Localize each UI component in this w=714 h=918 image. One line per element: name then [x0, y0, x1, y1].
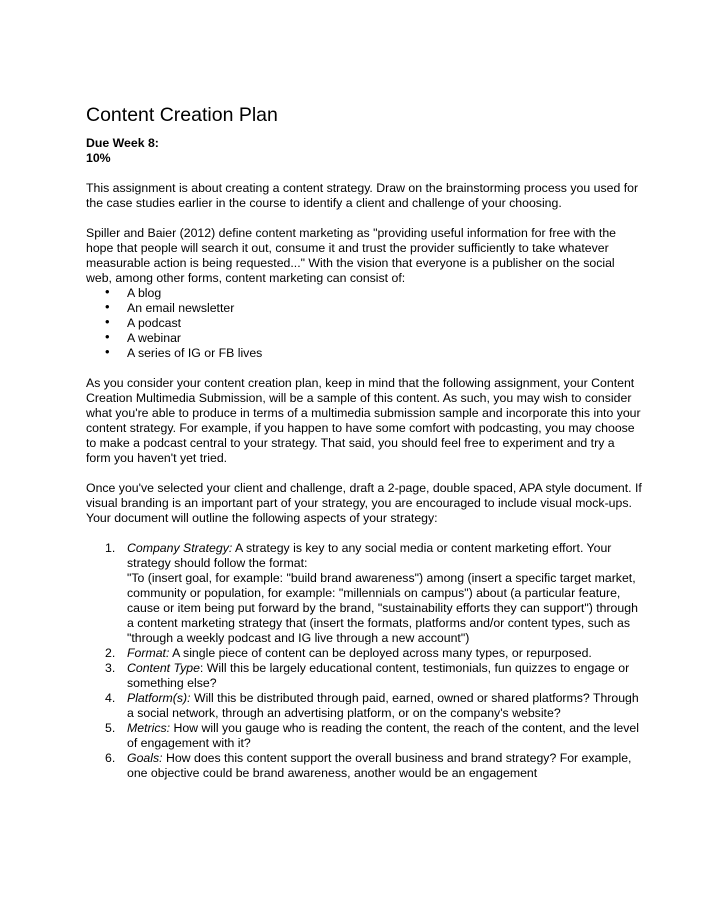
- intro-paragraph: This assignment is about creating a content strategy. Draw on the brainstorming process you used for the case studies earlier in the course to identify a client and challenge of your choosing.: [86, 181, 639, 210]
- list-item-number: 3.: [105, 661, 116, 675]
- list-item: [105, 541, 642, 646]
- spacer: [86, 526, 642, 541]
- list-item-number: 5.: [105, 721, 116, 735]
- list-item-text: A webinar: [127, 331, 182, 345]
- aspect-term: Goals:: [127, 751, 163, 765]
- bullet-icon: •: [105, 329, 110, 344]
- aspect-term: Content Type: [127, 661, 200, 675]
- list-item-number: 2.: [105, 646, 116, 660]
- aspect-text: How does this content support the overall business and brand strategy? For example, one objective could be brand awareness, another would be an engagement: [127, 751, 632, 780]
- strategy-format-template: "To (insert goal, for example: "build brand awareness") among (insert a specific target market, community or population, for example: "millennials on campus") about (a particular feature, cause or item being put forward by the brand, "sustainability efforts they can support") through a content marketing strategy that (insert the formats, platforms and/or content types, such as "through a weekly podcast and IG live through a new account"): [127, 571, 638, 645]
- grade-weight-label: 10%: [86, 151, 111, 165]
- list-item: [105, 691, 642, 721]
- list-item: [105, 284, 642, 301]
- bullet-icon: •: [105, 314, 110, 329]
- aspect-text: A strategy is key to any social media or content marketing effort. Your strategy should follow the format:: [127, 541, 612, 570]
- list-item-number: 1.: [105, 541, 116, 555]
- aspect-text: How will you gauge who is reading the content, the reach of the content, and the level of engagement with it?: [127, 721, 639, 750]
- aspect-term: Platform(s):: [127, 691, 191, 705]
- document-title: Content Creation Plan: [86, 104, 278, 126]
- aspect-text: : Will this be largely educational content, testimonials, fun quizzes to engage or something else?: [127, 661, 630, 690]
- definition-paragraph: Spiller and Baier (2012) define content marketing as "providing useful information for free with the hope that people will search it out, consume it and trust the provider sufficiently to take whatever measurable action is being requested..." With the vision that everyone is a publisher on the social web, among other forms, content marketing can consist of:: [86, 226, 617, 285]
- aspect-term: Company Strategy:: [127, 541, 233, 555]
- spacer: [86, 166, 642, 181]
- bullet-icon: •: [105, 344, 110, 359]
- bullet-icon: •: [105, 284, 110, 299]
- aspect-term: Metrics:: [127, 721, 171, 735]
- consider-paragraph: As you consider your content creation plan, keep in mind that the following assignment, your Content Creation Multimedia Submission, will be a sample of this content. As such, you may wish to consider what you're able to produce in terms of a multimedia submission sample and incorporate this into your content strategy. For example, if you happen to have some comfort with podcasting, you may choose to make a podcast central to your strategy. That said, you should feel free to experiment and try a form you haven't yet tried.: [86, 376, 641, 465]
- list-item: [105, 344, 642, 361]
- aspect-text: A single piece of content can be deployed across many types, or repurposed.: [169, 646, 592, 660]
- list-item: [105, 721, 642, 751]
- aspect-text: Will this be distributed through paid, earned, owned or shared platforms? Through a social network, through an advertising platform, or on the company's website?: [127, 691, 639, 720]
- list-item: [105, 314, 642, 331]
- list-item: [105, 661, 642, 691]
- list-item: [105, 299, 642, 316]
- list-item: [105, 329, 642, 346]
- due-week-label: Due Week 8:: [86, 136, 159, 150]
- list-item: [105, 646, 642, 661]
- list-item-text: A blog: [127, 286, 162, 300]
- list-item-text: A series of IG or FB lives: [127, 346, 263, 360]
- spacer: [86, 211, 642, 226]
- instructions-paragraph: Once you've selected your client and challenge, draft a 2-page, double spaced, APA style document. If visual branding is an important part of your strategy, you are encouraged to include visual mock-ups. Your document will outline the following aspects of your strategy:: [86, 481, 642, 525]
- list-item-text: A podcast: [127, 316, 182, 330]
- aspect-term: Format:: [127, 646, 170, 660]
- list-item-text: An email newsletter: [127, 301, 235, 315]
- spacer: [86, 466, 642, 481]
- document-page: [86, 103, 642, 781]
- bullet-icon: •: [105, 299, 110, 314]
- list-item-number: 6.: [105, 751, 116, 765]
- content-forms-list: [86, 286, 642, 361]
- strategy-aspects-list: [86, 541, 642, 781]
- spacer: [86, 361, 642, 376]
- list-item-number: 4.: [105, 691, 116, 705]
- list-item: [105, 751, 642, 781]
